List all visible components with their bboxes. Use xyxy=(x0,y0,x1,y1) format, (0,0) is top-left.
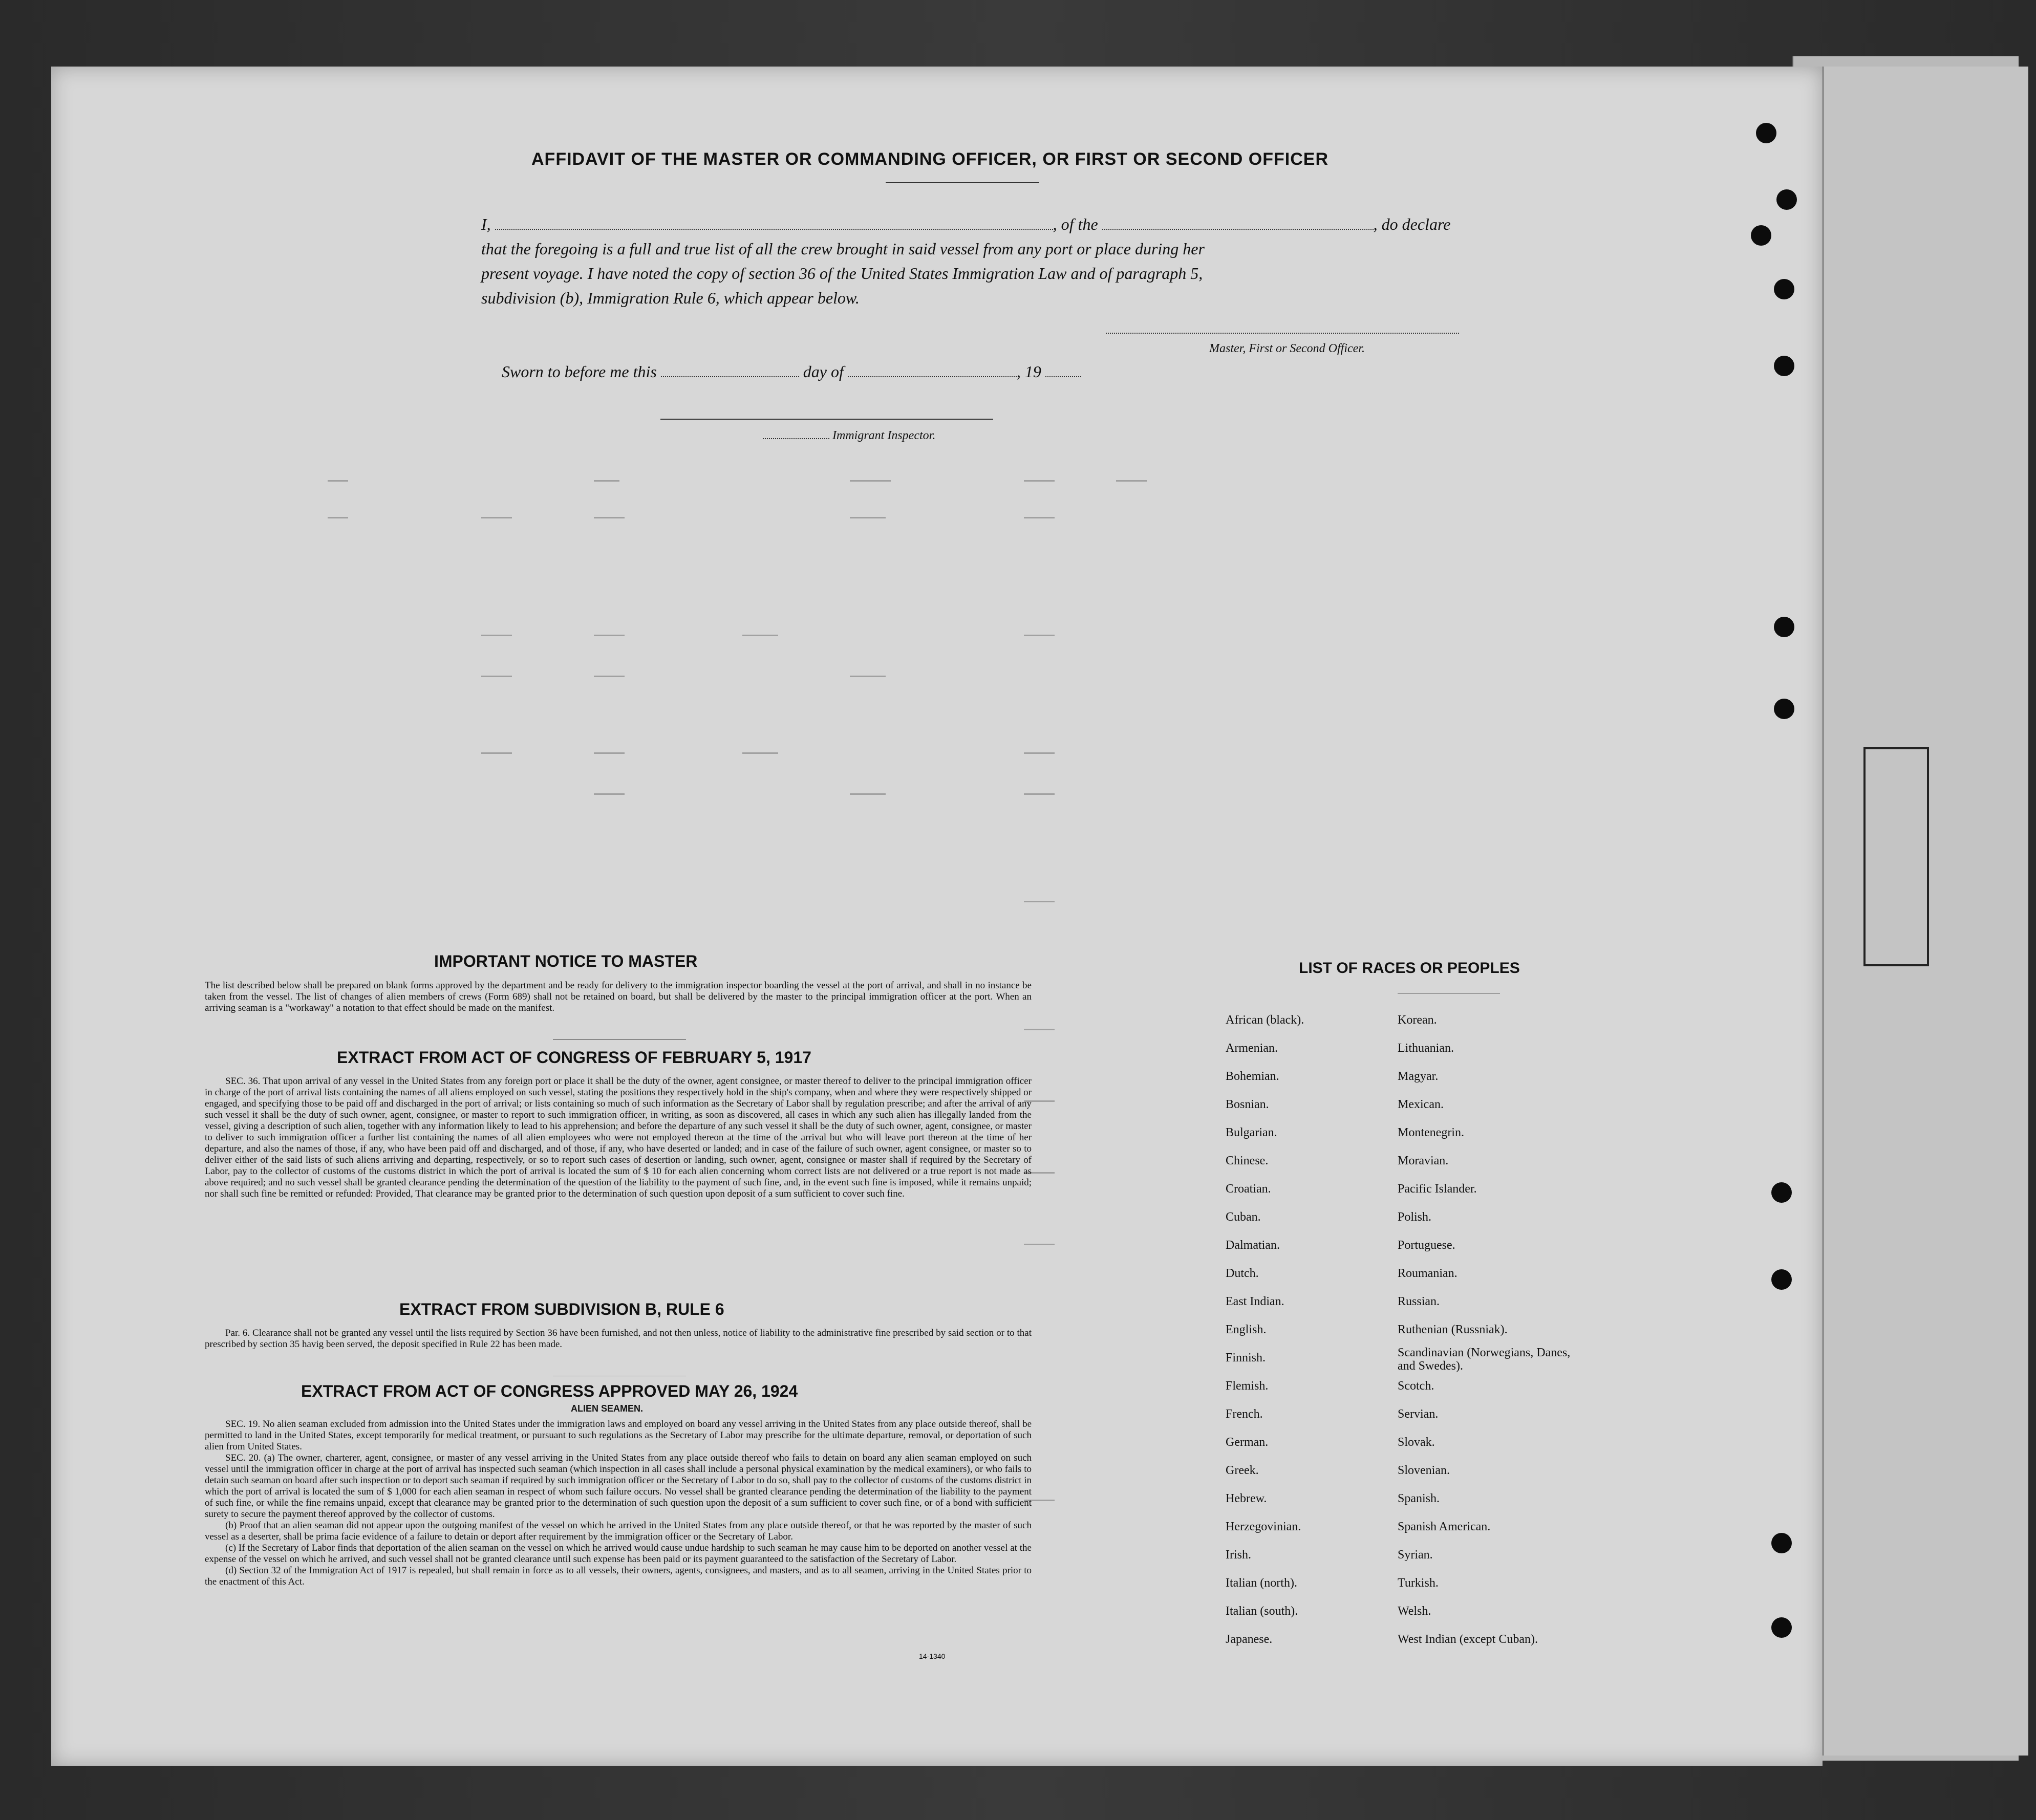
race-item: Bohemian. xyxy=(1226,1070,1279,1083)
binder-hole xyxy=(1774,356,1794,376)
binder-hole xyxy=(1774,279,1794,299)
bleed-mark xyxy=(481,635,512,636)
race-item: East Indian. xyxy=(1226,1295,1284,1308)
bleed-mark xyxy=(1024,635,1055,636)
sworn-day-field[interactable] xyxy=(661,366,799,377)
affidavit-line-1 xyxy=(481,215,1450,234)
binder-hole xyxy=(1771,1269,1792,1290)
day-of-text: day of xyxy=(803,362,844,381)
bleed-mark xyxy=(594,793,625,795)
bleed-mark xyxy=(742,752,778,754)
race-item: Mexican. xyxy=(1398,1098,1444,1111)
race-item: Chinese. xyxy=(1226,1154,1269,1167)
bleed-mark xyxy=(1024,480,1055,482)
bleed-mark xyxy=(328,480,348,482)
race-item: German. xyxy=(1226,1436,1269,1449)
race-item: Scotch. xyxy=(1398,1379,1434,1393)
document-page xyxy=(51,67,1823,1766)
bleed-mark xyxy=(481,752,512,754)
bleed-mark xyxy=(850,480,891,482)
race-item: Cuban. xyxy=(1226,1210,1261,1224)
binder-hole xyxy=(1771,1617,1792,1638)
race-item: Korean. xyxy=(1398,1013,1437,1027)
extract-rule6-title: EXTRACT FROM SUBDIVISION B, RULE 6 xyxy=(399,1300,724,1318)
race-item: Moravian. xyxy=(1398,1154,1449,1167)
bleed-mark xyxy=(1024,901,1055,902)
race-item: Russian. xyxy=(1398,1295,1440,1308)
bleed-mark xyxy=(328,517,348,518)
race-item: Lithuanian. xyxy=(1398,1042,1454,1055)
of-the-text: , of the xyxy=(1053,215,1098,233)
binder-hole xyxy=(1774,617,1794,637)
sec20c-text: (c) If the Secretary of Labor finds that deportation of the alien seaman on the vessel on which he arrived would cause undue hardship to such seaman he may cause him to be deported on another vessel at the expense of the vessel on which he arrived, and such vessel shall not be granted clearance until such expense has been paid or its payment guaranteed to the satisfaction of the Secretary of Labor. xyxy=(205,1543,1032,1565)
race-item: Roumanian. xyxy=(1398,1267,1458,1280)
race-item: Herzegovinian. xyxy=(1226,1520,1301,1533)
sworn-year-field[interactable] xyxy=(1045,366,1081,377)
binder-hole xyxy=(1774,699,1794,719)
year-prefix: , 19 xyxy=(1016,362,1041,381)
race-item: Bosnian. xyxy=(1226,1098,1269,1111)
binder-hole xyxy=(1776,189,1797,210)
sec20a-text: SEC. 20. (a) The owner, charterer, agent, consignee, or master of any vessel arriving in the United States from any place outside thereof who fails to detain on board any alien seaman employed on such vessel until the immigration officer in charge at the port of arrival has inspected such seaman (which inspection in all cases shall include a personal physical examination by the medical examiners), or who fails to detain such seaman on board after such inspection or to deport such seaman if required by such immigration officer or the Secretary of Labor to do so, shall pay to the collector of customs of the customs district in which the port of arrival is located the sum of $ 1,000 for each alien seaman in respect of whom such failure occurs. No vessel shall be granted clearance pending the determination of the liability to the payment of such fine, or while the fine remains unpaid, except that clearance may be granted prior to the determination of such question upon the deposit of a sum sufficient to cover such fine, or of a bond with sufficient surety to secure the payment thereof approved by the collector of customs. xyxy=(205,1453,1032,1520)
bleed-mark xyxy=(850,517,886,518)
bleed-mark xyxy=(1024,793,1055,795)
inspector-label-text: Immigrant Inspector. xyxy=(832,429,936,442)
sworn-text: Sworn to before me this xyxy=(502,362,657,381)
extract-1917-title: EXTRACT FROM ACT OF CONGRESS OF FEBRUARY 5, 1917 xyxy=(337,1048,811,1067)
race-item: Hebrew. xyxy=(1226,1492,1267,1505)
title-underline xyxy=(886,182,1039,183)
sec20d-text: (d) Section 32 of the Immigration Act of 1917 is repealed, but shall remain in force as to all vessels, their owners, agents, consignees, and masters, and as to all seamen, arriving in the United States prior to the enactment of this Act. xyxy=(205,1565,1032,1587)
sec19-text: SEC. 19. No alien seaman excluded from admission into the United States under the immigration laws and employed on board any vessel arriving in the United States from any place outside thereof, shall be permitted to land in the United States, except temporarily for medical treatment, or pursuant to such regulations as the Secretary of Labor may prescribe for the ultimate departure, removal, or deportation of such alien from United States. xyxy=(205,1419,1032,1452)
bleed-mark xyxy=(850,793,886,795)
race-item: Greek. xyxy=(1226,1464,1259,1477)
declarant-name-field[interactable] xyxy=(495,219,1053,230)
sworn-month-field[interactable] xyxy=(848,366,1017,377)
race-item: Turkish. xyxy=(1398,1576,1439,1590)
race-item: Dalmatian. xyxy=(1226,1239,1280,1252)
race-item: Armenian. xyxy=(1226,1042,1278,1055)
binder-hole xyxy=(1771,1182,1792,1203)
master-signature-field[interactable] xyxy=(1106,322,1459,334)
bleed-mark xyxy=(1024,1244,1055,1245)
bleed-mark xyxy=(594,635,625,636)
race-item: Bulgarian. xyxy=(1226,1126,1277,1139)
bleed-mark xyxy=(594,752,625,754)
race-item: Spanish. xyxy=(1398,1492,1440,1505)
race-item: Montenegrin. xyxy=(1398,1126,1464,1139)
extract-1924-body xyxy=(205,1419,1032,1588)
race-item: Magyar. xyxy=(1398,1070,1439,1083)
bleed-mark xyxy=(1024,1029,1055,1030)
notice-text: The list described below shall be prepared on blank forms approved by the department and be ready for delivery to the immigration inspector boarding the vessel at the port of arrival, and shall in no instance be taken from the vessel. The list of changes of alien members of crews (Form 689) shall not be retained on board, but shall be delivered by the master to the principal immigration officer at the port. When an arriving seaman is a "workaway" a notation to that effect should be made on the manifest. xyxy=(205,980,1032,1013)
race-item: Spanish American. xyxy=(1398,1520,1491,1533)
race-item: Italian (south). xyxy=(1226,1605,1298,1618)
affidavit-line-4: subdivision (b), Immigration Rule 6, which appear below. xyxy=(481,289,860,307)
race-item: Scandinavian (Norwegians, Danes, and Swedes). xyxy=(1398,1346,1571,1373)
binder-hole xyxy=(1771,1533,1792,1553)
race-item: Croatian. xyxy=(1226,1182,1271,1196)
extract-1924-title: EXTRACT FROM ACT OF CONGRESS APPROVED MAY 26, 1924 xyxy=(301,1382,798,1400)
notice-title: IMPORTANT NOTICE TO MASTER xyxy=(434,952,698,970)
bleed-mark xyxy=(481,517,512,518)
race-item: Pacific Islander. xyxy=(1398,1182,1477,1196)
binder-hole xyxy=(1756,123,1776,143)
races-title: LIST OF RACES OR PEOPLES xyxy=(1299,960,1520,977)
bleed-mark xyxy=(1024,517,1055,518)
do-declare-text: , do declare xyxy=(1373,215,1451,233)
bleed-mark xyxy=(1116,480,1147,482)
race-item: Flemish. xyxy=(1226,1379,1269,1393)
race-item: Irish. xyxy=(1226,1548,1251,1562)
master-signature-label: Master, First or Second Officer. xyxy=(1209,342,1365,355)
race-item: Syrian. xyxy=(1398,1548,1433,1562)
declarant-i: I, xyxy=(481,215,491,233)
inspector-signature-line[interactable] xyxy=(660,419,993,420)
bleed-mark xyxy=(594,676,625,677)
sworn-line xyxy=(502,362,1081,381)
vessel-name-field[interactable] xyxy=(1102,219,1374,230)
race-item: French. xyxy=(1226,1407,1263,1421)
affidavit-line-3: present voyage. I have noted the copy of section 36 of the United States Immigration Law and of paragraph 5, xyxy=(481,264,1203,283)
bleed-mark xyxy=(594,480,619,482)
form-number: 14-1340 xyxy=(919,1652,946,1660)
race-item: Dutch. xyxy=(1226,1267,1259,1280)
bleed-mark xyxy=(594,517,625,518)
inspector-dots xyxy=(763,431,829,439)
race-item: West Indian (except Cuban). xyxy=(1398,1633,1538,1646)
race-item: Finnish. xyxy=(1226,1351,1266,1364)
race-item: English. xyxy=(1226,1323,1267,1336)
race-item: Portuguese. xyxy=(1398,1239,1455,1252)
race-item: Slovak. xyxy=(1398,1436,1435,1449)
affidavit-title: AFFIDAVIT OF THE MASTER OR COMMANDING OFFICER, OR FIRST OR SECOND OFFICER xyxy=(531,149,1328,169)
race-item: Slovenian. xyxy=(1398,1464,1450,1477)
race-item: African (black). xyxy=(1226,1013,1304,1027)
race-item: Servian. xyxy=(1398,1407,1439,1421)
extract-1917-text: SEC. 36. That upon arrival of any vessel in the United States from any foreign port or place it shall be the duty of the owner, agent consignee, or master thereof to deliver to the principal immigration officer in charge of the port of arrival lists containing the names of all aliens employed on such vessel, stating the positions they respectively hold in the ship's company, when and where they were respectively shipped or engaged, and specifying those to be paid off and discharged in the port of arrival; or lists containing so much of such information as the Secretary of Labor shall by regulation prescribe; and after the arrival of any such vessel it shall be the duty of such owner, agent, consignee, or master to report to such immigration officer, in writing, as soon as discovered, all cases in which any such alien has illegally landed from the vessel, giving a description of such alien, together with any information likely to lead to his apprehension; and before the departure of any such vessel it shall be the duty of such owner, agent, consignee, or master to deliver to such immigration officer a further list containing the names of all alien employees who were not employed thereon at the time of the arrival but who will leave port thereon at the time of her departure, and also the names of those, if any, who have been paid off and discharged, and of those, if any, who have deserted or landed; and in case of the failure of such owner, agent consignee, or master so to deliver either of the said lists of such aliens arriving and departing, respectively, or so to report such cases of desertion or landing, such owner, agent, consignee or master shall if required by the Secretary of Labor, pay to the collector of customs of the customs district in which the port of arrival is located the sum of $ 10 for each alien concerning whom correct lists are not delivered or a true report is not made as above required; and no such vessel shall be granted clearance pending the determination of the question of the liability to the payment of such fine, and, in the event such fine is imposed, while it remains unpaid; nor shall such fine be remitted or refunded: Provided, That clearance may be granted prior to the determination of such question upon deposit of a sum sufficient to cover such fine. xyxy=(205,1076,1032,1199)
bleed-mark xyxy=(742,635,778,636)
race-item: Welsh. xyxy=(1398,1605,1431,1618)
bleed-mark xyxy=(481,676,512,677)
race-item: Italian (north). xyxy=(1226,1576,1297,1590)
extract-rule6-text: Par. 6. Clearance shall not be granted any vessel until the lists required by Section 36 have been furnished, and not then unless, notice of liability to the administrative fine prescribed by said section or to that prescribed by section 35 havig been served, the deposit specified in Rule 22 has been made. xyxy=(205,1328,1032,1350)
race-item: Japanese. xyxy=(1226,1633,1273,1646)
affidavit-line-2: that the foregoing is a full and true list of all the crew brought in said vessel from any port or place during her xyxy=(481,240,1205,258)
stamp-mark xyxy=(1863,747,1929,966)
sec20b-text: (b) Proof that an alien seaman did not appear upon the outgoing manifest of the vessel on which he arrived in the United States from any place outside thereof, or that he was reported by the master of such vessel as a deserter, shall be prima facie evidence of a failure to detain or deport after requirement by the immigration officer or the Secretary of Labor. xyxy=(205,1520,1032,1542)
binder-hole xyxy=(1751,225,1771,246)
extract-1924-subtitle: ALIEN SEAMEN. xyxy=(571,1403,644,1414)
race-item: Ruthenian (Russniak). xyxy=(1398,1323,1508,1336)
inspector-label xyxy=(763,429,935,443)
bleed-mark xyxy=(1024,752,1055,754)
race-item: Polish. xyxy=(1398,1210,1432,1224)
bleed-mark xyxy=(850,676,886,677)
